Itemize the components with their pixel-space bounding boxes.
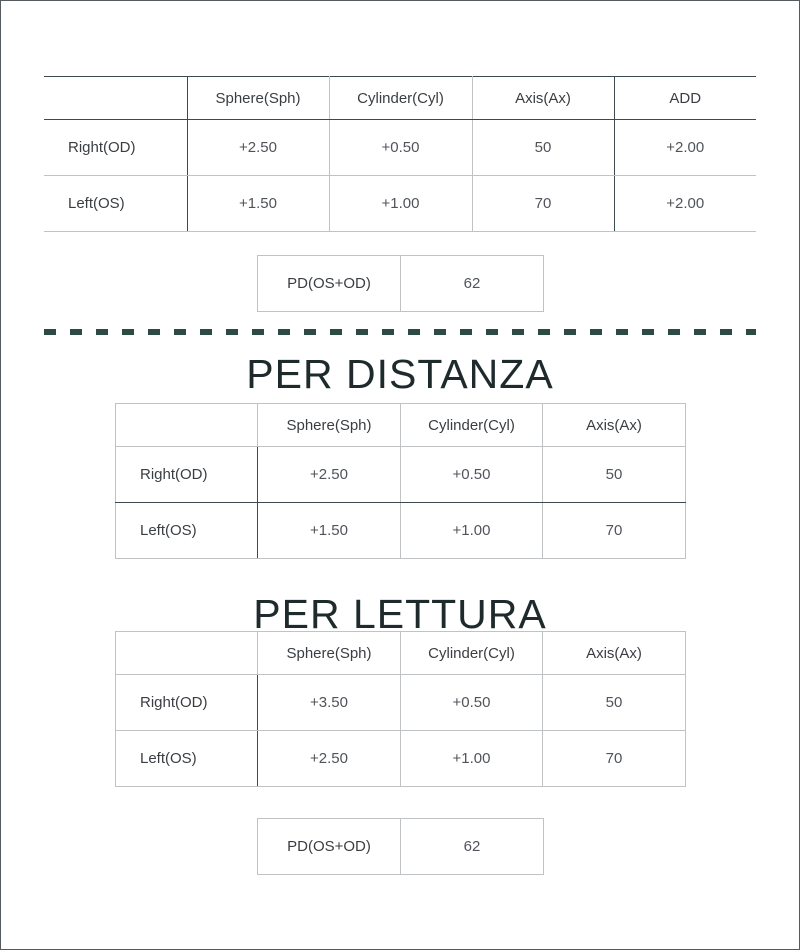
row-label: Left(OS) [116,731,258,787]
pd-value: 62 [401,256,544,312]
row-label: Right(OD) [44,120,187,176]
header-cylinder: Cylinder(Cyl) [401,632,543,675]
header-empty [116,632,258,675]
header-empty [116,404,258,447]
sph-value: +2.50 [258,447,401,503]
sph-value: +1.50 [258,503,401,559]
row-label: Left(OS) [44,176,187,232]
cyl-value: +0.50 [401,675,543,731]
table-row [116,447,686,503]
row-label: Left(OS) [116,503,258,559]
table-row [116,675,686,731]
header-add: ADD [614,77,756,120]
add-value: +2.00 [614,176,756,232]
header-cylinder: Cylinder(Cyl) [401,404,543,447]
header-axis: Axis(Ax) [543,404,686,447]
table-row [44,120,756,176]
header-sphere: Sphere(Sph) [258,404,401,447]
axis-value: 70 [543,731,686,787]
axis-value: 50 [543,447,686,503]
axis-value: 50 [472,120,614,176]
cyl-value: +0.50 [401,447,543,503]
header-sphere: Sphere(Sph) [187,77,329,120]
reading-title: PER LETTURA [253,591,547,637]
sph-value: +1.50 [187,176,329,232]
pd-label: PD(OS+OD) [258,256,401,312]
header-axis: Axis(Ax) [472,77,614,120]
reading-table [115,631,686,787]
header-axis: Axis(Ax) [543,632,686,675]
header-empty [44,77,187,120]
add-value: +2.00 [614,120,756,176]
header-cylinder: Cylinder(Cyl) [329,77,472,120]
cyl-value: +0.50 [329,120,472,176]
pd-box-bottom [257,818,544,875]
cyl-value: +1.00 [401,503,543,559]
axis-value: 70 [543,503,686,559]
axis-value: 70 [472,176,614,232]
dashed-divider [44,329,756,335]
cyl-value: +1.00 [329,176,472,232]
sph-value: +2.50 [187,120,329,176]
pd-label: PD(OS+OD) [258,819,401,875]
distance-table [115,403,686,559]
table-row [44,176,756,232]
prescription-table [44,76,756,232]
pd-box-top [257,255,544,312]
cyl-value: +1.00 [401,731,543,787]
sph-value: +3.50 [258,675,401,731]
table-row [116,503,686,559]
axis-value: 50 [543,675,686,731]
row-label: Right(OD) [116,447,258,503]
table-row [116,731,686,787]
row-label: Right(OD) [116,675,258,731]
sph-value: +2.50 [258,731,401,787]
distance-title: PER DISTANZA [246,351,554,397]
pd-value: 62 [401,819,544,875]
header-sphere: Sphere(Sph) [258,632,401,675]
